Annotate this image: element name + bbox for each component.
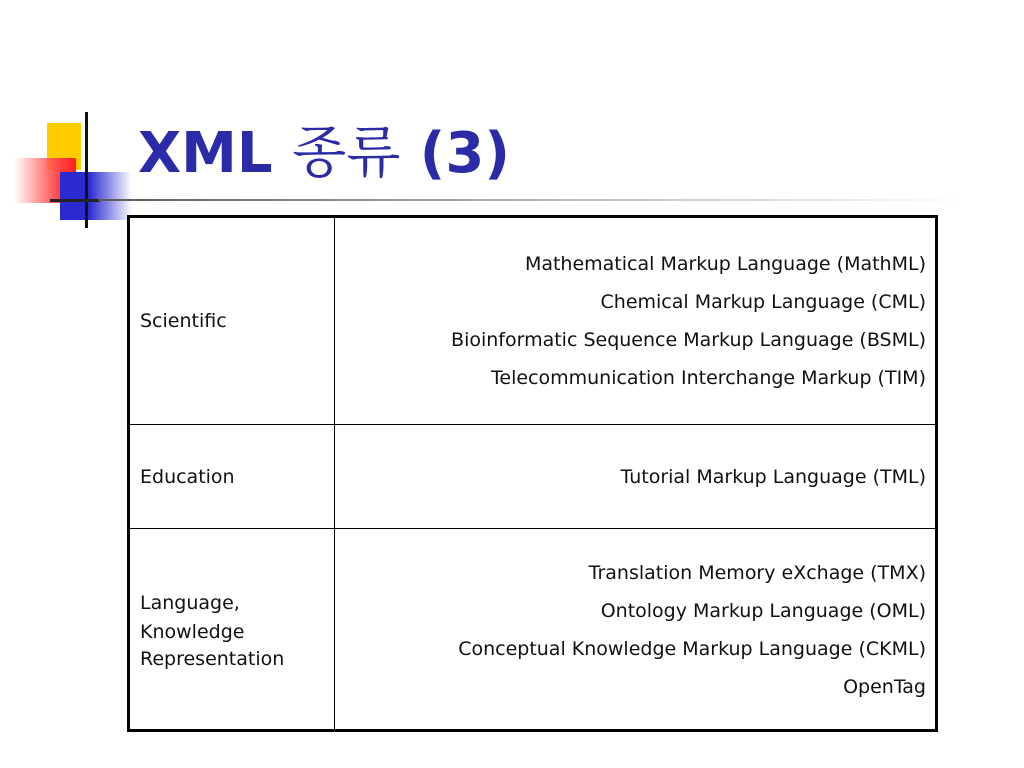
- list-item: Chemical Markup Language (CML): [600, 291, 926, 313]
- xml-types-table: [127, 215, 938, 732]
- logo-horizontal-line: [50, 199, 100, 202]
- title-latin: XML: [138, 121, 273, 186]
- list-item: Tutorial Markup Language (TML): [620, 466, 926, 488]
- category-label: Knowledge: [140, 620, 245, 643]
- title-number: (3): [419, 121, 510, 186]
- items-cell: [335, 529, 935, 730]
- list-item: Translation Memory eXchage (TMX): [588, 561, 926, 584]
- table-row-language-knowledge: [130, 528, 935, 730]
- list-item: Mathematical Markup Language (MathML): [524, 253, 926, 275]
- list-item: Telecommunication Interchange Markup (TIM): [491, 367, 926, 389]
- logo-vertical-line: [85, 112, 88, 228]
- logo-blue-square: [60, 172, 132, 220]
- category-label: Education: [140, 466, 235, 488]
- category-label: Representation: [140, 647, 285, 670]
- list-item: Bioinformatic Sequence Markup Language (BSML): [451, 329, 926, 351]
- list-item: Conceptual Knowledge Markup Language (CKML): [458, 637, 926, 660]
- items-cell: [335, 425, 935, 529]
- category-label: Language,: [140, 591, 240, 614]
- title-korean: 종류: [292, 121, 401, 186]
- slide-title: [138, 118, 510, 190]
- category-label: Scientific: [140, 310, 227, 332]
- category-cell: [130, 529, 335, 730]
- items-cell: [335, 218, 935, 424]
- table-row-scientific: [130, 218, 935, 424]
- table-row-education: [130, 424, 935, 529]
- category-cell: [130, 218, 335, 424]
- list-item: Ontology Markup Language (OML): [600, 599, 926, 622]
- category-cell: [130, 425, 335, 529]
- list-item: OpenTag: [843, 675, 926, 698]
- title-underline-rule: [98, 199, 968, 201]
